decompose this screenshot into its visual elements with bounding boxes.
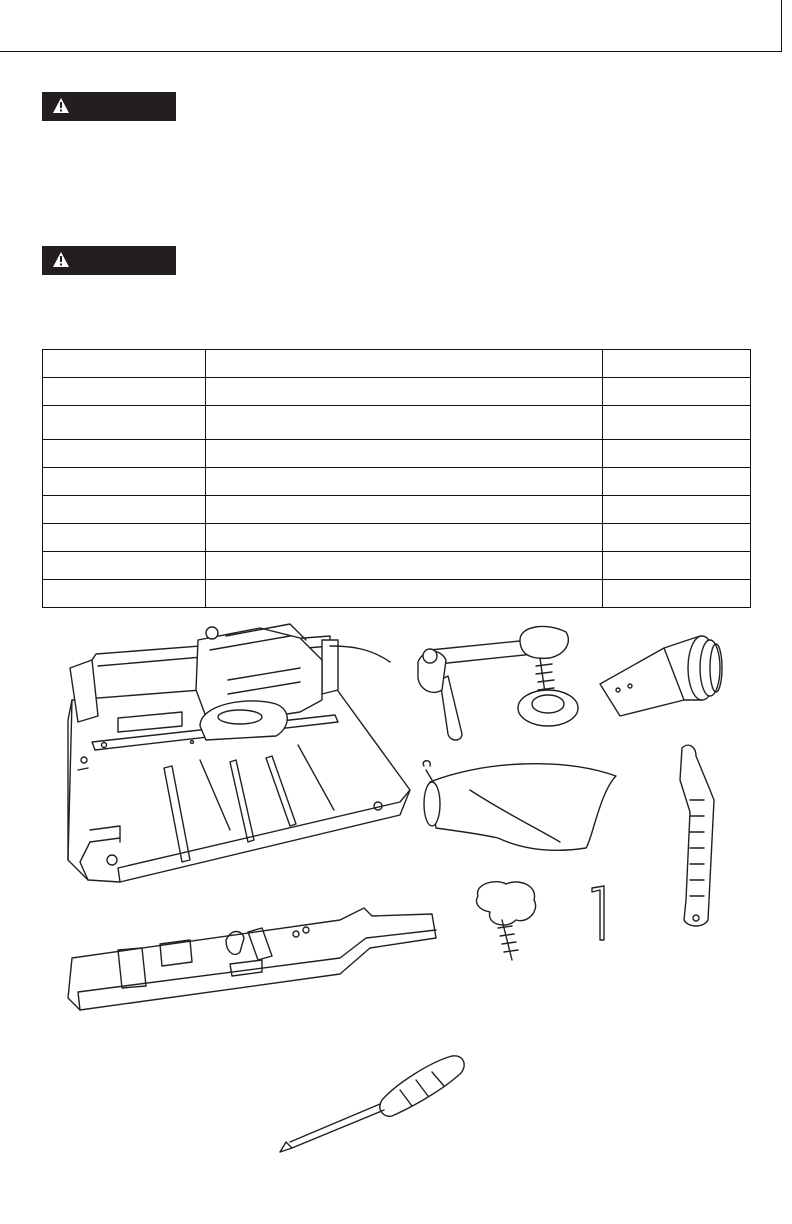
screwdriver-illustration: [280, 1056, 464, 1152]
hold-down-clamp-illustration: [418, 626, 578, 740]
hex-key-illustration: [592, 886, 604, 940]
guide-base-illustration: [68, 908, 436, 1010]
dust-port-adapter-illustration: [600, 636, 722, 716]
knob-screw-illustration: [477, 882, 536, 960]
rip-fence-strip-illustration: [680, 745, 714, 926]
dust-bag-illustration: [423, 761, 616, 851]
saw-with-table-illustration: [68, 624, 410, 882]
